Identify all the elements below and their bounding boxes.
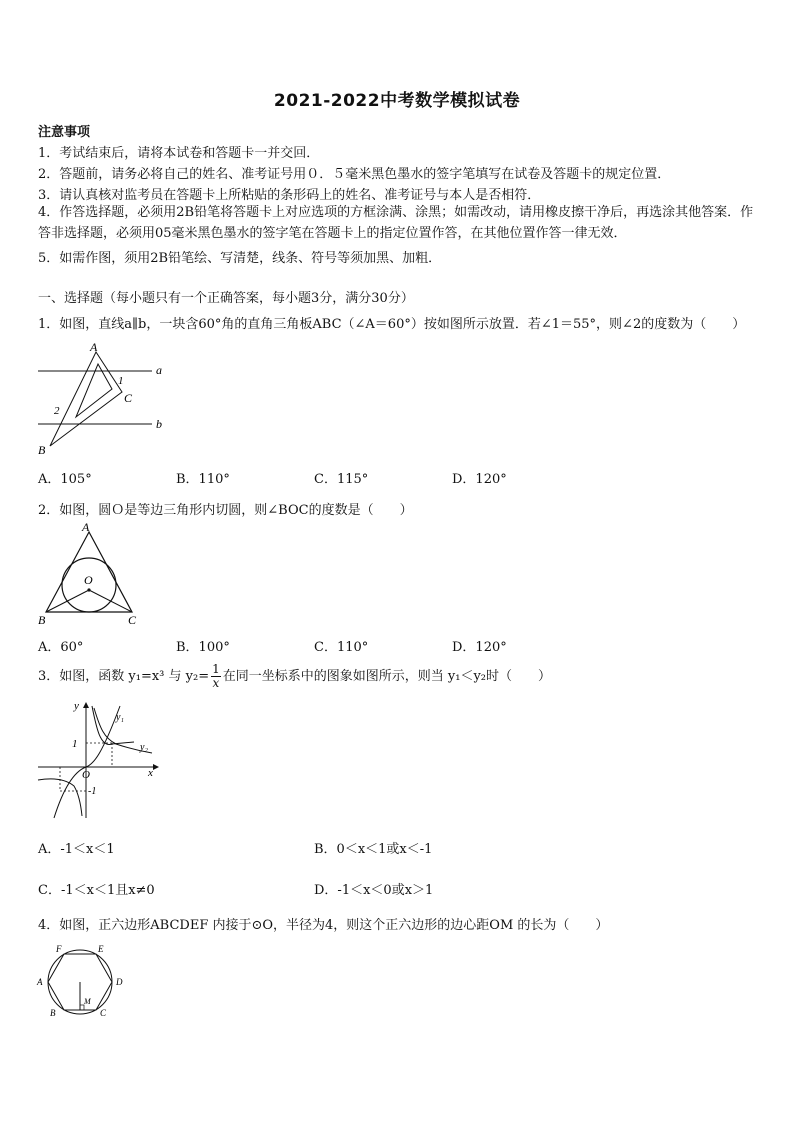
label-x: x	[148, 767, 153, 779]
triangle-abc	[50, 352, 122, 446]
label-y1: y₁	[116, 712, 124, 723]
label-C: C	[128, 613, 137, 627]
question-4-stem: 4．如图，正六边形ABCDEF 内接于⊙O，半径为4，则这个正六边形的边心距OM 的长为（ ）	[38, 918, 609, 933]
q3-option-b[interactable]: B．0＜x＜1或x＜-1	[314, 842, 433, 857]
label-C: C	[124, 391, 133, 405]
q2-option-a[interactable]: A．60°	[38, 640, 84, 655]
q2-option-c[interactable]: C．110°	[314, 640, 369, 655]
label-a: a	[156, 363, 162, 377]
label-F: F	[56, 944, 62, 954]
notice-heading: 注意事项	[38, 125, 91, 140]
label-C: C	[100, 1008, 107, 1018]
triangle-inner	[76, 364, 112, 417]
label-A: A	[90, 340, 98, 354]
label-2: 2	[54, 405, 60, 417]
q3-option-a[interactable]: A．-1＜x＜1	[38, 842, 115, 857]
label-y2: y₂	[140, 742, 148, 753]
fraction-numerator: 1	[212, 662, 220, 676]
label-b: b	[156, 417, 162, 431]
q1-option-b[interactable]: B．110°	[176, 472, 230, 487]
fraction-denominator: x	[212, 676, 220, 690]
label-E: E	[98, 944, 104, 954]
label-O: O	[82, 769, 90, 781]
notice-item-5: 5．如需作图，须用2B铅笔绘、写清楚，线条、符号等须加黑、加粗．	[38, 251, 442, 266]
question-4-figure	[34, 940, 134, 1020]
question-3-stem	[38, 663, 551, 690]
q1-option-d[interactable]: D．120°	[452, 472, 507, 487]
label-neg1: -1	[88, 786, 97, 797]
label-O: O	[84, 573, 93, 587]
page-title: 2021-2022中考数学模拟试卷	[273, 91, 521, 111]
q2-option-b[interactable]: B．100°	[176, 640, 230, 655]
notice-item-3: 3．请认真核对监考员在答题卡上所粘贴的条形码上的姓名、准考证号与本人是否相符．	[38, 188, 541, 203]
label-B: B	[50, 1008, 56, 1018]
question-1-stem: 1．如图，直线a∥b，一块含60°角的直角三角板ABC（∠A＝60°）按如图所示放置．若∠1＝55°，则∠2的度数为（ ）	[38, 317, 746, 332]
label-1: 1	[118, 375, 124, 387]
label-D: D	[116, 977, 123, 987]
q1-option-c[interactable]: C．115°	[314, 472, 369, 487]
q1-option-a[interactable]: A．105°	[38, 472, 92, 487]
label-A: A	[37, 977, 43, 987]
triangle-abc	[46, 532, 132, 612]
center-o	[87, 588, 90, 591]
notice-item-4: 4．作答选择题，必须用2B铅笔将答题卡上对应选项的方框涂满、涂黑；如需改动，请用橡皮擦干净后，再选涂其他答案．作答非选择题，必须用05毫米黑色墨水的签字笔在答题卡上的指定位置作答，在其他位置作答一律无效．	[38, 205, 754, 241]
notice-item-2: 2．答题前，请务必将自己的姓名、准考证号用０．５毫米黑色墨水的签字笔填写在试卷及答题卡的规定位置．	[38, 167, 671, 182]
question-3-stem-before: 3．如图，函数 y₁=x³ 与 y₂=	[38, 669, 210, 684]
curve-y1	[54, 706, 120, 818]
question-2-stem: 2．如图，圆Ｏ是等边三角形内切圆，则∠BOC的度数是（ ）	[38, 503, 413, 518]
notice-item-1: 1．考试结束后，请将本试卷和答题卡一并交回．	[38, 146, 320, 161]
q3-option-c[interactable]: C．-1＜x＜1且x≠0	[38, 883, 155, 898]
q3-option-d[interactable]: D．-1＜x＜0或x＞1	[314, 883, 434, 898]
question-2-figure	[34, 520, 144, 630]
q2-option-d[interactable]: D．120°	[452, 640, 507, 655]
question-1-figure	[34, 340, 174, 460]
label-B: B	[38, 613, 46, 627]
question-3-stem-after: 在同一坐标系中的图象如图所示，则当 y₁＜y₂时（ ）	[222, 669, 551, 684]
section-heading: 一、选择题（每小题只有一个正确答案，每小题3分，满分30分）	[38, 291, 414, 306]
label-A: A	[82, 520, 90, 534]
label-B: B	[38, 443, 46, 457]
fraction-1-over-x	[211, 663, 221, 690]
question-3-figure	[34, 698, 164, 823]
label-M: M	[84, 997, 91, 1006]
label-1: 1	[72, 738, 78, 750]
label-y: y	[74, 700, 79, 712]
